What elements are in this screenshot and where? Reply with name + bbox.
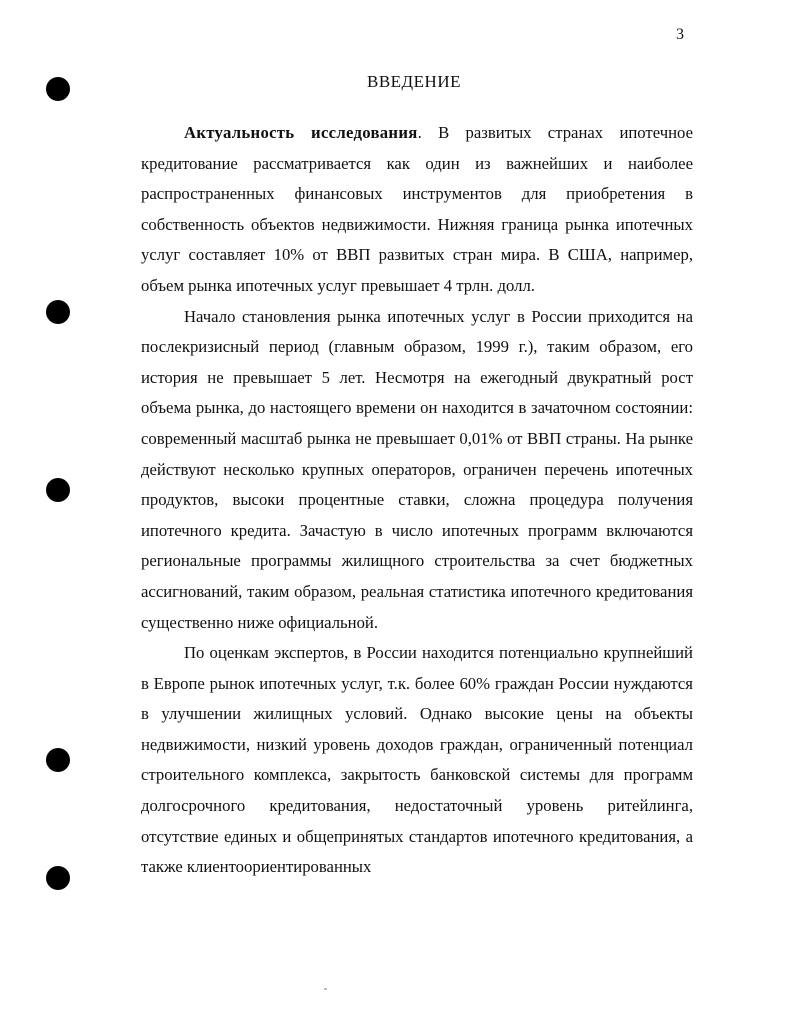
punch-hole-4 [46,748,70,772]
page-heading: ВВЕДЕНИЕ [367,72,461,91]
punch-hole-3 [46,478,70,502]
page-number: 3 [676,26,684,43]
paragraph-1-body: . В развитых странах ипотечное кредитование рассматривается как один из важнейших и наиболее распространенных финансовых инструментов для приобретения в собственность объектов недвижимости. Нижняя граница рынка ипотечных услуг составляет 10% от ВВП развитых стран мира. В США, например, объем рынка ипотечных услуг превышает 4 трлн. долл. [141,123,693,295]
paragraph-1-lead: Актуальность исследования [184,123,418,142]
punch-hole-5 [46,866,70,890]
body-text [141,118,693,883]
punch-hole-2 [46,300,70,324]
paragraph-2: Начало становления рынка ипотечных услуг в России приходится на послекризисный период (главным образом, 1999 г.), таким образом, его история не превышает 5 лет. Несмотря на ежегодный двукратный рост объема рынка, до настоящего времени он находится в зачаточном состоянии: современный масштаб рынка не превышает 0,01% от ВВП страны. На рынке действуют несколько крупных операторов, ограничен перечень ипотечных продуктов, высоки процентные ставки, сложна процедура получения ипотечного кредита. Зачастую в число ипотечных программ включаются региональные программы жилищного строительства за счет бюджетных ассигнований, таким образом, реальная статистика ипотечного кредитования существенно ниже официальной. [141,306,693,632]
paragraph-1 [141,118,693,302]
scan-speck [324,988,327,990]
paragraph-3: По оценкам экспертов, в России находится потенциально крупнейший в Европе рынок ипотечных услуг, т.к. более 60% граждан России нуждаются в улучшении жилищных условий. Однако высокие цены на объекты недвижимости, низкий уровень доходов граждан, ограниченный потенциал строительного комплекса, закрытость банковской системы для программ долгосрочного кредитования, недостаточный уровень ритейлинга, отсутствие единых и общепринятых стандартов ипотечного кредитования, а также клиентоориентированных [141,643,693,877]
